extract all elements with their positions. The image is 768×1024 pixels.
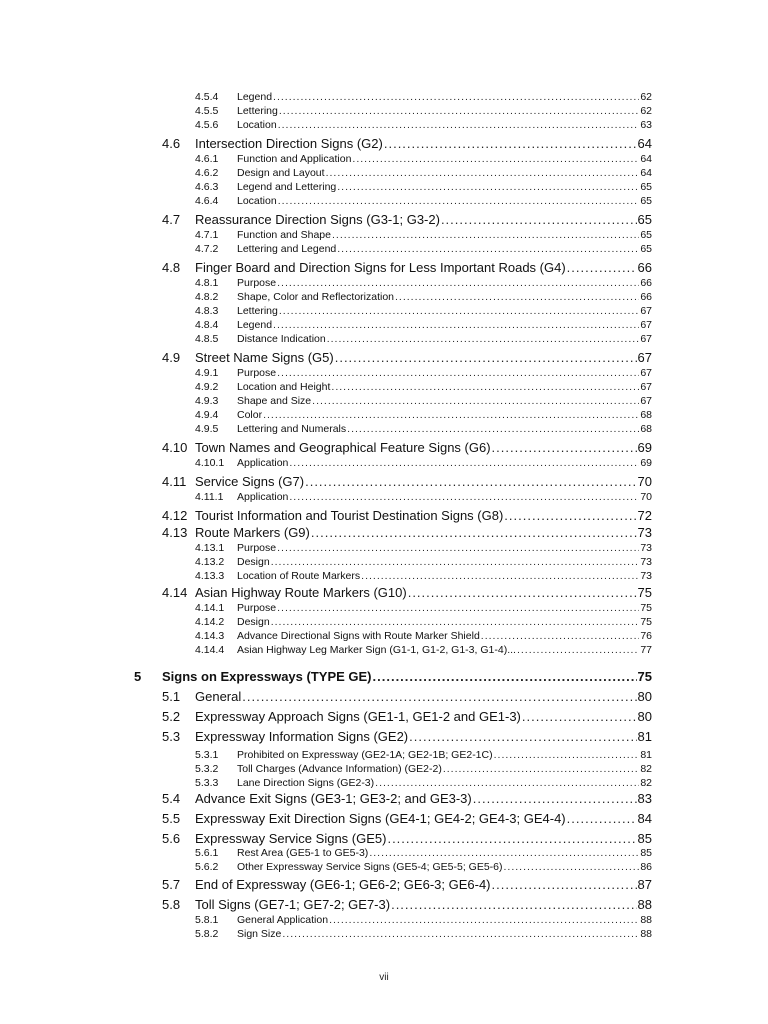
- dot-leader: [492, 439, 637, 457]
- toc-entry-page: 64: [640, 167, 652, 179]
- dot-leader: [408, 584, 637, 602]
- toc-entry-page: 75: [640, 616, 652, 628]
- toc-entry-number: 4.8.5: [195, 333, 219, 345]
- toc-entry-page: 80: [637, 709, 652, 724]
- toc-entry-number: 4.6.4: [195, 195, 219, 207]
- toc-subsection-entry: [195, 615, 652, 629]
- toc-entry-page: 75: [637, 585, 652, 600]
- toc-entry-page: 66: [637, 260, 652, 275]
- toc-section-entry: [162, 211, 652, 229]
- dot-leader: [481, 629, 640, 643]
- dot-leader: [263, 408, 639, 422]
- toc-entry-title: Lane Direction Signs (GE2-3): [237, 777, 375, 789]
- toc-entry-number: 4.13.1: [195, 542, 225, 554]
- toc-section-entry: [162, 584, 652, 602]
- toc-subsection-entry: [195, 366, 652, 380]
- toc-entry-number: 5.1: [162, 689, 181, 704]
- toc-entry-title: Rest Area (GE5-1 to GE5-3): [237, 847, 369, 859]
- dot-leader: [395, 290, 639, 304]
- toc-entry-title: Location: [237, 195, 277, 207]
- dot-leader: [289, 490, 639, 504]
- toc-subsection-entry: [195, 860, 652, 874]
- toc-section-entry: [162, 473, 652, 491]
- dot-leader: [567, 259, 637, 277]
- toc-entry-page: 67: [640, 305, 652, 317]
- toc-entry-title: Purpose: [237, 602, 277, 614]
- toc-entry-title: Location of Route Markers: [237, 570, 361, 582]
- toc-entry-page: 84: [637, 811, 652, 826]
- toc-entry-number: 4.14.1: [195, 602, 225, 614]
- dot-leader: [409, 728, 636, 746]
- toc-entry-title: Advance Exit Signs (GE3-1; GE3-2; and GE3-3): [195, 791, 472, 806]
- toc-entry-page: 65: [640, 195, 652, 207]
- toc-entry-page: 76: [640, 630, 652, 642]
- toc-section-entry: [162, 688, 652, 706]
- toc-entry-title: Tourist Information and Tourist Destination Signs (G8): [195, 508, 504, 523]
- toc-entry-title: Color: [237, 409, 263, 421]
- toc-entry-number: 4.8.4: [195, 319, 219, 331]
- toc-entry-number: 4.8: [162, 260, 181, 275]
- toc-entry-number: 4.7: [162, 212, 181, 227]
- dot-leader: [504, 860, 640, 874]
- toc-entry-title: Other Expressway Service Signs (GE5-4; GE5-5; GE5-6): [237, 861, 503, 873]
- toc-entry-title: Finger Board and Direction Signs for Less Important Roads (G4): [195, 260, 566, 275]
- toc-entry-page: 82: [640, 777, 652, 789]
- dot-leader: [443, 762, 639, 776]
- toc-chapter-entry: [134, 668, 652, 686]
- toc-entry-title: Legend and Lettering: [237, 181, 337, 193]
- dot-leader: [337, 180, 639, 194]
- toc-entry-page: 81: [640, 749, 652, 761]
- toc-entry-number: 4.9.4: [195, 409, 219, 421]
- toc-entry-number: 4.9.3: [195, 395, 219, 407]
- toc-entry-page: 65: [640, 229, 652, 241]
- dot-leader: [277, 541, 639, 555]
- toc-entry-title: Lettering: [237, 105, 278, 117]
- toc-entry-page: 67: [640, 319, 652, 331]
- toc-subsection-entry: [195, 776, 652, 790]
- toc-subsection-entry: [195, 541, 652, 555]
- toc-entry-title: Application: [237, 491, 289, 503]
- toc-entry-number: 4.5.5: [195, 105, 219, 117]
- toc-entry-number: 4.5.4: [195, 91, 219, 103]
- toc-entry-page: 80: [637, 689, 652, 704]
- toc-entry-title: Shape and Size: [237, 395, 312, 407]
- toc-entry-title: Service Signs (G7): [195, 474, 305, 489]
- toc-entry-page: 87: [637, 877, 652, 892]
- toc-section-entry: [162, 810, 652, 828]
- dot-leader: [373, 668, 637, 686]
- toc-entry-page: 62: [640, 105, 652, 117]
- toc-entry-page: 67: [640, 395, 652, 407]
- dot-leader: [361, 569, 639, 583]
- toc-entry-number: 5.2: [162, 709, 181, 724]
- toc-subsection-entry: [195, 422, 652, 436]
- toc-entry-title: Prohibited on Expressway (GE2-1A; GE2-1B; GE2-1C): [237, 749, 493, 761]
- dot-leader: [473, 790, 637, 808]
- dot-leader: [441, 211, 637, 229]
- dot-leader: [352, 152, 639, 166]
- toc-entry-number: 4.14.4: [195, 644, 225, 656]
- toc-entry-number: 5.8: [162, 897, 181, 912]
- toc-subsection-entry: [195, 152, 652, 166]
- dot-leader: [329, 913, 639, 927]
- dot-leader: [311, 524, 637, 542]
- toc-entry-page: 66: [640, 291, 652, 303]
- toc-subsection-entry: [195, 748, 652, 762]
- toc-subsection-entry: [195, 394, 652, 408]
- toc-entry-page: 77: [640, 644, 652, 656]
- toc-entry-title: Location and Height: [237, 381, 331, 393]
- toc-section-entry: [162, 135, 652, 153]
- toc-entry-page: 64: [640, 153, 652, 165]
- toc-entry-number: 5.3: [162, 729, 181, 744]
- dot-leader: [278, 194, 640, 208]
- toc-subsection-entry: [195, 913, 652, 927]
- toc-entry-title: Advance Directional Signs with Route Marker Shield: [237, 630, 480, 642]
- toc-entry-number: 4.14.3: [195, 630, 225, 642]
- toc-entry-title: Toll Signs (GE7-1; GE7-2; GE7-3): [195, 897, 391, 912]
- toc-entry-page: 69: [640, 457, 652, 469]
- dot-leader: [277, 276, 639, 290]
- toc-entry-title: Function and Application: [237, 153, 352, 165]
- toc-entry-number: 5.6.2: [195, 861, 219, 873]
- toc-entry-number: 4.9.5: [195, 423, 219, 435]
- toc-subsection-entry: [195, 846, 652, 860]
- dot-leader: [522, 708, 637, 726]
- toc-subsection-entry: [195, 456, 652, 470]
- toc-entry-page: 73: [640, 542, 652, 554]
- toc-entry-number: 5.6: [162, 831, 181, 846]
- toc-section-entry: [162, 790, 652, 808]
- toc-entry-title: Signs on Expressways (TYPE GE): [162, 669, 372, 684]
- toc-subsection-entry: [195, 408, 652, 422]
- dot-leader: [279, 104, 639, 118]
- dot-leader: [517, 643, 639, 657]
- toc-subsection-entry: [195, 104, 652, 118]
- dot-leader: [278, 118, 640, 132]
- toc-entry-page: 81: [637, 729, 652, 744]
- toc-section-entry: [162, 507, 652, 525]
- toc-entry-number: 5.8.1: [195, 914, 219, 926]
- toc-entry-page: 67: [640, 381, 652, 393]
- dot-leader: [271, 555, 640, 569]
- toc-entry-title: Distance Indication: [237, 333, 326, 345]
- toc-entry-page: 73: [640, 570, 652, 582]
- toc-entry-page: 67: [640, 367, 652, 379]
- toc-entry-title: Route Markers (G9): [195, 525, 310, 540]
- toc-entry-page: 64: [637, 136, 652, 151]
- toc-subsection-entry: [195, 569, 652, 583]
- toc-entry-number: 4.13.2: [195, 556, 225, 568]
- dot-leader: [335, 349, 637, 367]
- dot-leader: [277, 366, 639, 380]
- toc-entry-page: 88: [637, 897, 652, 912]
- toc-entry-number: 4.6.2: [195, 167, 219, 179]
- toc-entry-page: 83: [637, 791, 652, 806]
- toc-entry-page: 75: [637, 669, 652, 684]
- dot-leader: [494, 748, 640, 762]
- toc-entry-page: 85: [637, 831, 652, 846]
- toc-entry-number: 5.3.1: [195, 749, 219, 761]
- dot-leader: [375, 776, 639, 790]
- toc-entry-number: 4.11: [162, 474, 187, 489]
- toc-entry-page: 67: [637, 350, 652, 365]
- toc-subsection-entry: [195, 276, 652, 290]
- toc-entry-page: 67: [640, 333, 652, 345]
- toc-entry-number: 4.13: [162, 525, 188, 540]
- toc-entry-number: 4.12: [162, 508, 188, 523]
- dot-leader: [384, 135, 637, 153]
- toc-section-entry: [162, 708, 652, 726]
- toc-entry-title: Asian Highway Route Markers (G10): [195, 585, 407, 600]
- toc-entry-page: 88: [640, 928, 652, 940]
- dot-leader: [277, 601, 639, 615]
- toc-subsection-entry: [195, 228, 652, 242]
- toc-entry-page: 70: [640, 491, 652, 503]
- toc-entry-page: 65: [640, 181, 652, 193]
- dot-leader: [567, 810, 637, 828]
- toc-entry-title: Shape, Color and Reflectorization: [237, 291, 395, 303]
- toc-entry-number: 5.4: [162, 791, 181, 806]
- dot-leader: [337, 242, 639, 256]
- toc-section-entry: [162, 524, 652, 542]
- toc-entry-title: Legend: [237, 319, 273, 331]
- toc-subsection-entry: [195, 304, 652, 318]
- toc-entry-number: 4.8.1: [195, 277, 219, 289]
- toc-entry-title: Expressway Service Signs (GE5): [195, 831, 387, 846]
- dot-leader: [369, 846, 639, 860]
- dot-leader: [391, 896, 636, 914]
- toc-subsection-entry: [195, 90, 652, 104]
- toc-entry-page: 65: [637, 212, 652, 227]
- toc-entry-number: 4.10.1: [195, 457, 225, 469]
- toc-entry-page: 62: [640, 91, 652, 103]
- dot-leader: [312, 394, 639, 408]
- dot-leader: [327, 332, 640, 346]
- toc-entry-page: 63: [640, 119, 652, 131]
- toc-entry-title: Sign Size: [237, 928, 282, 940]
- dot-leader: [273, 90, 639, 104]
- toc-entry-title: Function and Shape: [237, 229, 331, 241]
- toc-section-entry: [162, 439, 652, 457]
- toc-entry-page: 86: [640, 861, 652, 873]
- toc-subsection-entry: [195, 180, 652, 194]
- toc-entry-number: 4.6.3: [195, 181, 219, 193]
- dot-leader: [331, 380, 639, 394]
- toc-entry-title: Lettering and Legend: [237, 243, 337, 255]
- dot-leader: [282, 927, 639, 941]
- toc-entry-page: 69: [637, 440, 652, 455]
- toc-subsection-entry: [195, 318, 652, 332]
- toc-entry-title: Toll Charges (Advance Information) (GE2-2): [237, 763, 442, 775]
- toc-entry-number: 4.7.1: [195, 229, 219, 241]
- toc-entry-title: Reassurance Direction Signs (G3-1; G3-2): [195, 212, 440, 227]
- dot-leader: [289, 456, 639, 470]
- toc-entry-number: 5: [134, 669, 142, 684]
- toc-section-entry: [162, 876, 652, 894]
- toc-entry-title: Location: [237, 119, 277, 131]
- toc-entry-number: 5.6.1: [195, 847, 219, 859]
- toc-entry-title: Expressway Exit Direction Signs (GE4-1; GE4-2; GE4-3; GE4-4): [195, 811, 566, 826]
- toc-entry-title: Design: [237, 616, 270, 628]
- toc-entry-page: 73: [637, 525, 652, 540]
- toc-entry-number: 5.5: [162, 811, 181, 826]
- toc-entry-title: Application: [237, 457, 289, 469]
- toc-entry-number: 5.7: [162, 877, 181, 892]
- dot-leader: [332, 228, 639, 242]
- toc-section-entry: [162, 896, 652, 914]
- toc-subsection-entry: [195, 927, 652, 941]
- toc-entry-number: 4.10: [162, 440, 188, 455]
- toc-entry-page: 73: [640, 556, 652, 568]
- toc-entry-page: 85: [640, 847, 652, 859]
- toc-entry-number: 5.3.2: [195, 763, 219, 775]
- toc-entry-page: 72: [637, 508, 652, 523]
- toc-entry-number: 4.8.3: [195, 305, 219, 317]
- toc-subsection-entry: [195, 166, 652, 180]
- toc-section-entry: [162, 728, 652, 746]
- toc-entry-number: 4.9.2: [195, 381, 219, 393]
- toc-entry-number: 4.8.2: [195, 291, 219, 303]
- toc-entry-title: General Application: [237, 914, 329, 926]
- toc-entry-page: 70: [637, 474, 652, 489]
- toc-subsection-entry: [195, 643, 652, 657]
- toc-entry-title: Design: [237, 556, 270, 568]
- toc-entry-number: 4.6.1: [195, 153, 219, 165]
- toc-subsection-entry: [195, 242, 652, 256]
- toc-subsection-entry: [195, 762, 652, 776]
- dot-leader: [273, 318, 639, 332]
- toc-entry-title: Expressway Approach Signs (GE1-1, GE1-2 and GE1-3): [195, 709, 521, 724]
- dot-leader: [492, 876, 637, 894]
- dot-leader: [504, 507, 636, 525]
- toc-entry-number: 4.14.2: [195, 616, 225, 628]
- toc-entry-page: 68: [640, 409, 652, 421]
- dot-leader: [271, 615, 640, 629]
- toc-entry-title: Lettering and Numerals: [237, 423, 347, 435]
- toc-entry-page: 75: [640, 602, 652, 614]
- toc-entry-title: Lettering: [237, 305, 278, 317]
- toc-entry-number: 4.9: [162, 350, 181, 365]
- toc-entry-page: 82: [640, 763, 652, 775]
- dot-leader: [347, 422, 639, 436]
- toc-entry-title: End of Expressway (GE6-1; GE6-2; GE6-3; GE6-4): [195, 877, 491, 892]
- toc-entry-page: 65: [640, 243, 652, 255]
- toc-entry-number: 4.5.6: [195, 119, 219, 131]
- toc-entry-title: Purpose: [237, 542, 277, 554]
- toc-entry-number: 4.11.1: [195, 491, 224, 503]
- dot-leader: [242, 688, 636, 706]
- toc-section-entry: [162, 349, 652, 367]
- toc-section-entry: [162, 259, 652, 277]
- toc-entry-number: 4.7.2: [195, 243, 219, 255]
- toc-entry-title: Street Name Signs (G5): [195, 350, 334, 365]
- toc-entry-title: Purpose: [237, 277, 277, 289]
- dot-leader: [305, 473, 636, 491]
- toc-subsection-entry: [195, 555, 652, 569]
- dot-leader: [326, 166, 640, 180]
- toc-subsection-entry: [195, 194, 652, 208]
- toc-entry-number: 4.14: [162, 585, 188, 600]
- toc-entry-page: 68: [640, 423, 652, 435]
- toc-subsection-entry: [195, 629, 652, 643]
- toc-entry-title: Asian Highway Leg Marker Sign (G1-1, G1-2, G1-3, G1-4)...: [237, 644, 516, 656]
- toc-entry-number: 5.3.3: [195, 777, 219, 789]
- toc-entry-title: General: [195, 689, 242, 704]
- page-number: vii: [379, 972, 389, 983]
- toc-entry-number: 4.6: [162, 136, 181, 151]
- toc-entry-title: Design and Layout: [237, 167, 325, 179]
- toc-entry-page: 66: [640, 277, 652, 289]
- toc-entry-title: Town Names and Geographical Feature Signs (G6): [195, 440, 491, 455]
- toc-subsection-entry: [195, 380, 652, 394]
- toc-entry-number: 5.8.2: [195, 928, 219, 940]
- toc-subsection-entry: [195, 118, 652, 132]
- toc-subsection-entry: [195, 601, 652, 615]
- toc-entry-title: Legend: [237, 91, 273, 103]
- toc-entry-page: 88: [640, 914, 652, 926]
- toc-subsection-entry: [195, 290, 652, 304]
- toc-entry-title: Intersection Direction Signs (G2): [195, 136, 383, 151]
- toc-entry-title: Purpose: [237, 367, 277, 379]
- toc-entry-number: 4.9.1: [195, 367, 219, 379]
- toc-entry-number: 4.13.3: [195, 570, 225, 582]
- toc-entry-title: Expressway Information Signs (GE2): [195, 729, 409, 744]
- dot-leader: [279, 304, 639, 318]
- toc-subsection-entry: [195, 332, 652, 346]
- toc-subsection-entry: [195, 490, 652, 504]
